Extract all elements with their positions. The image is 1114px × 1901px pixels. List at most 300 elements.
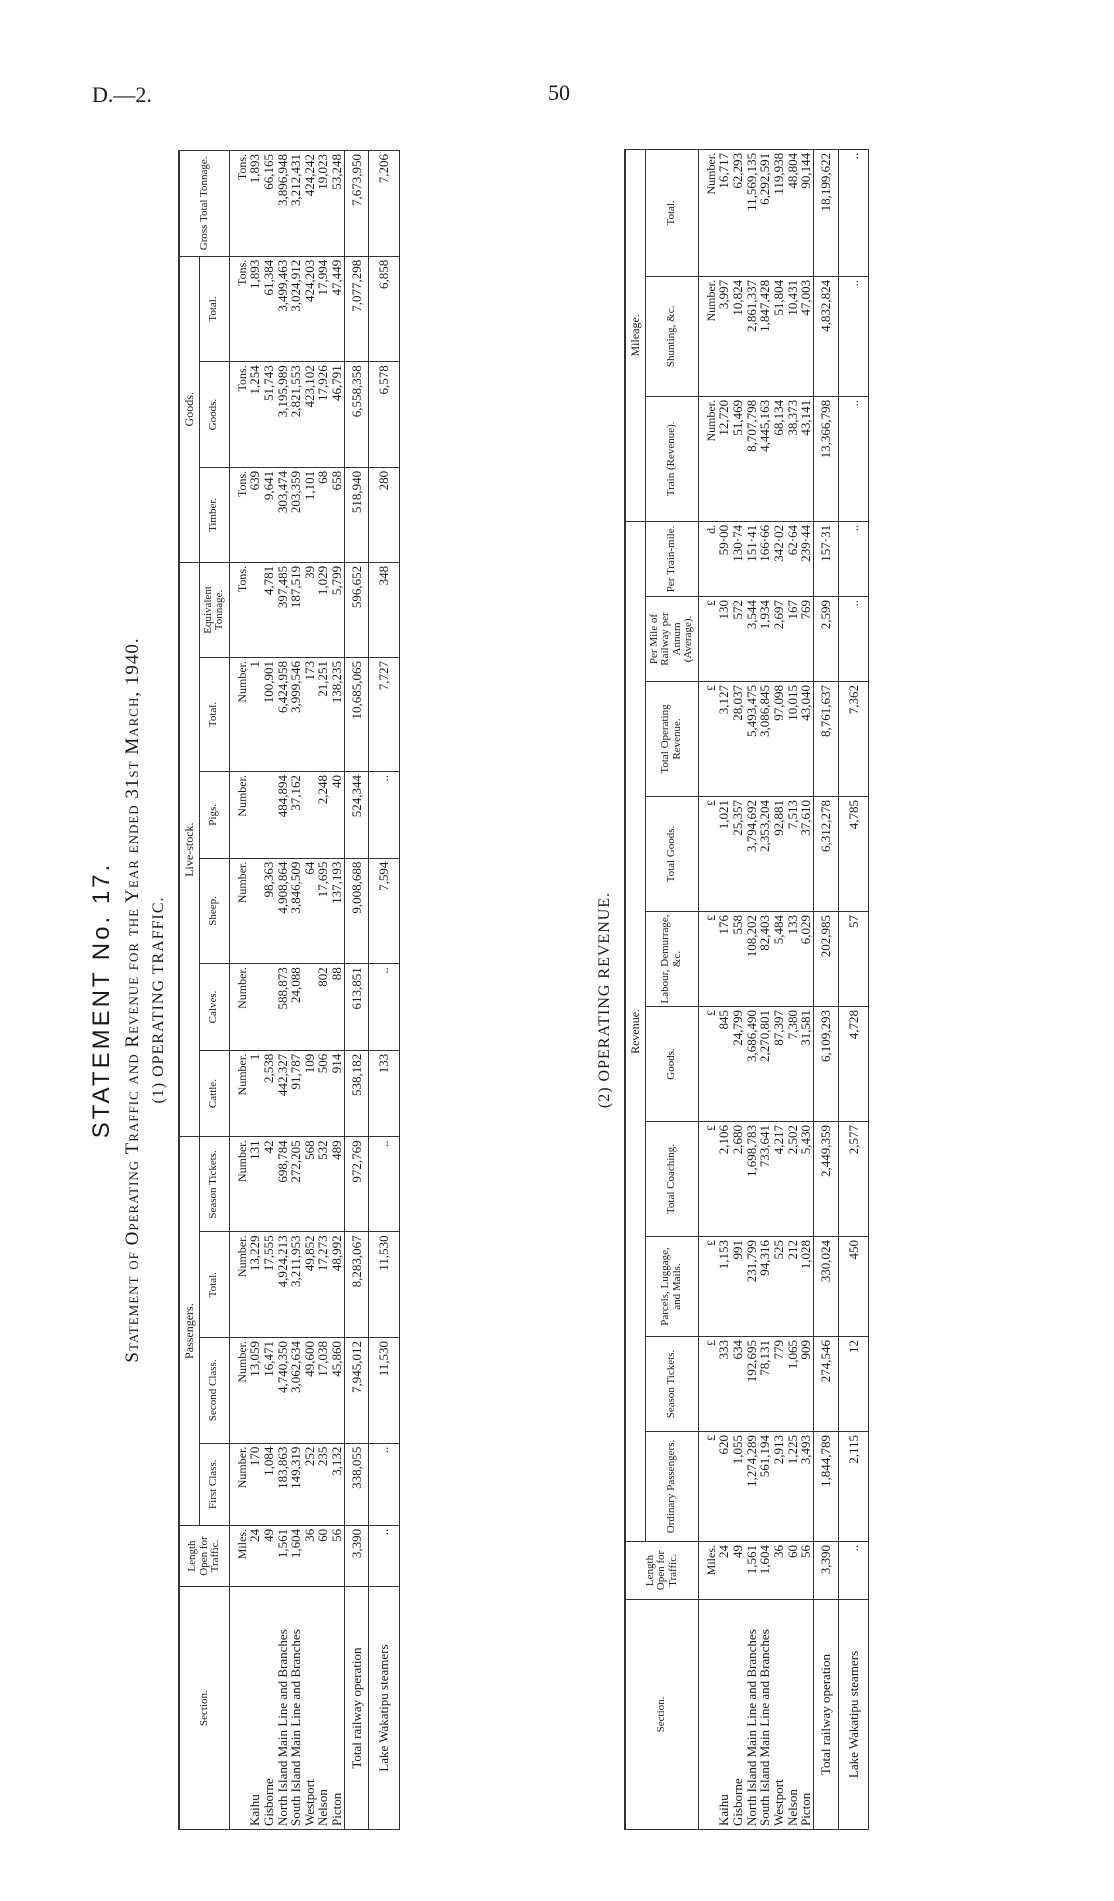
value-cell: 397,485	[276, 562, 290, 657]
value-cell: 7,727	[369, 658, 400, 772]
value-cell: 2,106	[717, 1122, 731, 1237]
table-row	[717, 149, 731, 1829]
value-cell: 4,908,864	[276, 858, 290, 964]
table-row	[731, 149, 745, 1829]
value-cell: 348	[369, 562, 400, 657]
units-row	[698, 149, 717, 1829]
value-cell: 9,008,688	[344, 858, 369, 964]
value-cell: 342·02	[772, 521, 786, 596]
value-cell: 330,024	[813, 1237, 838, 1337]
value-cell: 7,362	[838, 682, 869, 797]
value-cell: 231,799	[745, 1237, 759, 1337]
value-cell: 2,680	[731, 1122, 745, 1237]
section-cell: Kaihu	[248, 1587, 262, 1830]
section-cell: Nelson	[316, 1587, 330, 1830]
value-cell: ..	[838, 276, 869, 396]
value-cell: 1,604	[289, 1525, 303, 1586]
value-cell: 10,824	[731, 276, 745, 396]
col-pigs: Pigs.	[199, 772, 229, 859]
value-cell: 10,685,065	[344, 658, 369, 772]
value-cell	[248, 964, 262, 1051]
value-cell: 272,205	[289, 1137, 303, 1232]
col-gross-tonnage: Gross Total Tonnage.	[179, 151, 229, 257]
value-cell: 252	[303, 1443, 317, 1525]
section-cell: Westport	[772, 1600, 786, 1830]
value-cell: 7,594	[369, 858, 400, 964]
value-cell	[262, 964, 276, 1051]
value-cell: 167	[786, 597, 800, 682]
value-cell: 130	[717, 597, 731, 682]
value-cell: 133	[786, 912, 800, 1007]
value-cell: 1,698,783	[745, 1122, 759, 1237]
value-cell: 3,062,634	[289, 1338, 303, 1444]
value-cell: 5,799	[330, 562, 344, 657]
value-cell: 61,384	[262, 256, 276, 362]
total-row	[344, 151, 369, 1830]
value-cell: 170	[248, 1443, 262, 1525]
value-cell: Number.	[229, 658, 248, 772]
value-cell: 3,212,431	[289, 151, 303, 257]
value-cell: 2,577	[838, 1122, 869, 1237]
section-cell: Lake Wakatipu steamers	[838, 1600, 869, 1830]
value-cell: 6,312,278	[813, 797, 838, 912]
value-cell: 6,424,958	[276, 658, 290, 772]
value-cell: 303,474	[276, 467, 290, 562]
value-cell: £	[698, 912, 717, 1007]
value-cell: 1,274,289	[745, 1432, 759, 1542]
value-cell: 733,641	[758, 1122, 772, 1237]
value-cell: 31,581	[799, 1007, 813, 1122]
value-cell: 2,115	[838, 1432, 869, 1542]
value-cell: 56	[799, 1542, 813, 1600]
value-cell: 6,858	[369, 256, 400, 362]
value-cell: 2,502	[786, 1122, 800, 1237]
value-cell: 769	[799, 597, 813, 682]
value-cell: 524,344	[344, 772, 369, 859]
section-cell	[229, 1587, 248, 1830]
value-cell: 192,695	[745, 1337, 759, 1432]
value-cell: 82,403	[758, 912, 772, 1007]
value-cell: ..	[369, 1443, 400, 1525]
value-cell: 108,202	[745, 912, 759, 1007]
value-cell: 4,832,824	[813, 276, 838, 396]
value-cell: £	[698, 597, 717, 682]
value-cell: ..	[369, 964, 400, 1051]
value-cell: 1,893	[248, 256, 262, 362]
value-cell: 59·00	[717, 521, 731, 596]
value-cell: 60	[316, 1525, 330, 1586]
value-cell: 2,697	[772, 597, 786, 682]
section-cell: Nelson	[786, 1600, 800, 1830]
value-cell: 57	[838, 912, 869, 1007]
value-cell: 17,555	[262, 1232, 276, 1338]
value-cell: 3,024,912	[289, 256, 303, 362]
value-cell: 658	[330, 467, 344, 562]
value-cell: Tons.	[229, 151, 248, 257]
value-cell: 98,363	[262, 858, 276, 964]
rotated-statement	[80, 130, 1060, 1870]
value-cell: 43,141	[799, 396, 813, 521]
page-number: 50	[548, 80, 570, 105]
value-cell: Number.	[229, 858, 248, 964]
col-ordinary-passengers: Ordinary Passengers.	[645, 1432, 698, 1542]
value-cell: ..	[838, 149, 869, 276]
value-cell: 2,821,553	[289, 362, 303, 468]
value-cell: 5,493,475	[745, 682, 759, 797]
value-cell: 19,023	[316, 151, 330, 257]
value-cell: 489	[330, 1137, 344, 1232]
value-cell: 157·31	[813, 521, 838, 596]
value-cell: Tons.	[229, 467, 248, 562]
value-cell: 10,431	[786, 276, 800, 396]
units-row	[229, 151, 248, 1830]
value-cell: Number.	[698, 396, 717, 521]
value-cell: 3,896,948	[276, 151, 290, 257]
value-cell: 450	[838, 1237, 869, 1337]
value-cell: Tons.	[229, 562, 248, 657]
value-cell: 8,283,067	[344, 1232, 369, 1338]
value-cell: 4,781	[262, 562, 276, 657]
value-cell: 235	[316, 1443, 330, 1525]
value-cell: 9,641	[262, 467, 276, 562]
section-cell: Total railway operation	[813, 1600, 838, 1830]
value-cell: 8,761,637	[813, 682, 838, 797]
value-cell: 1,254	[248, 362, 262, 468]
col-mileage-total: Total.	[645, 149, 698, 276]
col-total-revenue: Total Operating Revenue.	[645, 682, 698, 797]
value-cell: 1,847,428	[758, 276, 772, 396]
total-row	[813, 149, 838, 1829]
value-cell: ..	[369, 1525, 400, 1586]
operating-traffic-table	[178, 150, 400, 1830]
value-cell: 991	[731, 1237, 745, 1337]
value-cell: Number.	[698, 149, 717, 276]
value-cell: 2,913	[772, 1432, 786, 1542]
value-cell: 909	[799, 1337, 813, 1432]
value-cell: 11,569,135	[745, 149, 759, 276]
value-cell: 13,229	[248, 1232, 262, 1338]
value-cell: 36	[772, 1542, 786, 1600]
col-train-revenue: Train (Revenue).	[645, 396, 698, 521]
value-cell: 1,225	[786, 1432, 800, 1542]
value-cell: 176	[717, 912, 731, 1007]
value-cell: 1,153	[717, 1237, 731, 1337]
value-cell: Number.	[229, 1443, 248, 1525]
value-cell: Miles.	[698, 1542, 717, 1600]
col-sheep: Sheep.	[199, 858, 229, 964]
value-cell: 187,519	[289, 562, 303, 657]
value-cell: 37,162	[289, 772, 303, 859]
value-cell: 7,945,012	[344, 1338, 369, 1444]
value-cell: £	[698, 1237, 717, 1337]
value-cell: 11,530	[369, 1338, 400, 1444]
value-cell: d.	[698, 521, 717, 596]
table-row	[758, 149, 772, 1829]
value-cell: 66,165	[262, 151, 276, 257]
value-cell: 42	[262, 1137, 276, 1232]
value-cell	[303, 964, 317, 1051]
section-cell: Picton	[330, 1587, 344, 1830]
value-cell: 7,380	[786, 1007, 800, 1122]
section-cell: South Island Main Line and Branches	[289, 1587, 303, 1830]
value-cell: 333	[717, 1337, 731, 1432]
value-cell: 1	[248, 658, 262, 772]
traffic-table-body	[229, 151, 399, 1830]
value-cell: 1,021	[717, 797, 731, 912]
value-cell: 7,206	[369, 151, 400, 257]
value-cell: 2,861,337	[745, 276, 759, 396]
value-cell: 18,199,622	[813, 149, 838, 276]
col-labour: Labour, Demurrage, &c.	[645, 912, 698, 1007]
value-cell: 3,390	[344, 1525, 369, 1586]
value-cell	[303, 772, 317, 859]
value-cell: £	[698, 797, 717, 912]
value-cell: 2,449,359	[813, 1122, 838, 1237]
col-length: Length Open for Traffic.	[179, 1525, 229, 1586]
value-cell: 133	[369, 1050, 400, 1137]
value-cell: 6,029	[799, 912, 813, 1007]
table-row	[316, 151, 330, 1830]
value-cell: 1	[248, 1050, 262, 1137]
value-cell: 561,194	[758, 1432, 772, 1542]
value-cell: 12	[838, 1337, 869, 1432]
value-cell: 131	[248, 1137, 262, 1232]
value-cell: 4,785	[838, 797, 869, 912]
value-cell: 338,055	[344, 1443, 369, 1525]
col-goods-total: Total.	[199, 256, 229, 362]
operating-revenue-table	[624, 149, 869, 1830]
value-cell: 3,686,490	[745, 1007, 759, 1122]
value-cell: 92,881	[772, 797, 786, 912]
section-title-traffic: (1) OPERATING TRAFFIC.	[150, 896, 167, 1104]
value-cell: 3,132	[330, 1443, 344, 1525]
value-cell: 596,652	[344, 562, 369, 657]
value-cell: 24,088	[289, 964, 303, 1051]
value-cell: 25,357	[731, 797, 745, 912]
value-cell: 51,743	[262, 362, 276, 468]
value-cell: 588,873	[276, 964, 290, 1051]
value-cell: 91,787	[289, 1050, 303, 1137]
col-calves: Calves.	[199, 964, 229, 1051]
value-cell: 60	[786, 1542, 800, 1600]
value-cell: £	[698, 1122, 717, 1237]
table-row	[303, 151, 317, 1830]
value-cell: 572	[731, 597, 745, 682]
value-cell: 3,211,953	[289, 1232, 303, 1338]
value-cell: 3,997	[717, 276, 731, 396]
col-passenger-total: Total.	[199, 1232, 229, 1338]
value-cell: 6,292,591	[758, 149, 772, 276]
section-title-revenue: (2) OPERATING REVENUE.	[596, 891, 613, 1109]
value-cell: 119,938	[772, 149, 786, 276]
value-cell: 3,390	[813, 1542, 838, 1600]
value-cell: 239·44	[799, 521, 813, 596]
value-cell: 613,851	[344, 964, 369, 1051]
value-cell: 40	[330, 772, 344, 859]
value-cell: 1,561	[745, 1542, 759, 1600]
value-cell: 17,273	[316, 1232, 330, 1338]
value-cell: 8,707,798	[745, 396, 759, 521]
value-cell: 802	[316, 964, 330, 1051]
value-cell: 423,102	[303, 362, 317, 468]
col-section: Section.	[625, 1600, 698, 1830]
value-cell: Miles.	[229, 1525, 248, 1586]
value-cell: 620	[717, 1432, 731, 1542]
value-cell: 88	[330, 964, 344, 1051]
value-cell: 17,994	[316, 256, 330, 362]
value-cell: 7,673,950	[344, 151, 369, 257]
value-cell: 4,445,163	[758, 396, 772, 521]
section-cell: North Island Main Line and Branches	[276, 1587, 290, 1830]
value-cell: 558	[731, 912, 745, 1007]
value-cell: 49	[731, 1542, 745, 1600]
value-cell: 3,195,989	[276, 362, 290, 468]
value-cell: 109	[303, 1050, 317, 1137]
value-cell: 68	[316, 467, 330, 562]
value-cell: 7,513	[786, 797, 800, 912]
value-cell: 64	[303, 858, 317, 964]
col-per-mile: Per Mile of Railway per Annum (Average).	[645, 597, 698, 682]
group-passengers: Passengers.	[179, 1137, 199, 1526]
section-cell: Gisborne	[731, 1600, 745, 1830]
value-cell: Tons.	[229, 256, 248, 362]
value-cell: 424,203	[303, 256, 317, 362]
value-cell: ..	[369, 772, 400, 859]
col-cattle: Cattle.	[199, 1050, 229, 1137]
value-cell: Number.	[229, 1137, 248, 1232]
table-row	[772, 149, 786, 1829]
value-cell: 10,015	[786, 682, 800, 797]
value-cell: 13,059	[248, 1338, 262, 1444]
section-cell: Lake Wakatipu steamers	[369, 1587, 400, 1830]
value-cell: 1,934	[758, 597, 772, 682]
section-cell: South Island Main Line and Branches	[758, 1600, 772, 1830]
value-cell: 203,359	[289, 467, 303, 562]
value-cell: 3,086,845	[758, 682, 772, 797]
col-first-class: First Class.	[199, 1443, 229, 1525]
value-cell: 1,055	[731, 1432, 745, 1542]
value-cell: 506	[316, 1050, 330, 1137]
value-cell: 518,940	[344, 467, 369, 562]
value-cell: Number.	[229, 1232, 248, 1338]
value-cell: 17,695	[316, 858, 330, 964]
value-cell: 166·66	[758, 521, 772, 596]
group-livestock: Live-stock.	[179, 562, 199, 1136]
value-cell: ..	[838, 521, 869, 596]
table-row	[745, 149, 759, 1829]
section-cell: Total railway operation	[344, 1587, 369, 1830]
value-cell: 48,992	[330, 1232, 344, 1338]
value-cell: Tons.	[229, 362, 248, 468]
value-cell: 46,791	[330, 362, 344, 468]
value-cell: 3,127	[717, 682, 731, 797]
value-cell: £	[698, 1337, 717, 1432]
value-cell: ..	[369, 1137, 400, 1232]
value-cell: 11,530	[369, 1232, 400, 1338]
value-cell: 4,728	[838, 1007, 869, 1122]
value-cell: 12,720	[717, 396, 731, 521]
value-cell: 1,893	[248, 151, 262, 257]
col-length: Length Open for Traffic.	[625, 1542, 698, 1600]
value-cell: 37,610	[799, 797, 813, 912]
col-second-class: Second Class.	[199, 1338, 229, 1444]
value-cell: 38,373	[786, 396, 800, 521]
col-total-coaching: Total Coaching.	[645, 1122, 698, 1237]
col-timber: Timber.	[199, 467, 229, 562]
value-cell: Number.	[229, 1050, 248, 1137]
value-cell: 39	[303, 562, 317, 657]
lake-wakatipu-row	[369, 151, 400, 1830]
table-row	[330, 151, 344, 1830]
value-cell: 6,109,293	[813, 1007, 838, 1122]
value-cell: 51,469	[731, 396, 745, 521]
value-cell: 16,717	[717, 149, 731, 276]
group-goods: Goods.	[179, 256, 199, 562]
value-cell: 48,804	[786, 149, 800, 276]
value-cell: 2,248	[316, 772, 330, 859]
revenue-table-body	[698, 149, 868, 1829]
table-row	[786, 149, 800, 1829]
col-shunting: Shunting, &c.	[645, 276, 698, 396]
col-goods: Goods.	[645, 1007, 698, 1122]
value-cell: 1,844,789	[813, 1432, 838, 1542]
value-cell: 424,242	[303, 151, 317, 257]
value-cell	[248, 562, 262, 657]
value-cell: £	[698, 1432, 717, 1542]
section-cell: Westport	[303, 1587, 317, 1830]
document-code: D.—2.	[92, 82, 152, 107]
value-cell: 24	[717, 1542, 731, 1600]
value-cell: 1,101	[303, 467, 317, 562]
value-cell: Number.	[229, 964, 248, 1051]
value-cell: 274,546	[813, 1337, 838, 1432]
statement-title: STATEMENT No. 17.	[88, 861, 115, 1139]
value-cell: 2,599	[813, 597, 838, 682]
value-cell	[248, 772, 262, 859]
value-cell: 78,131	[758, 1337, 772, 1432]
value-cell: 3,493	[799, 1432, 813, 1542]
value-cell: 568	[303, 1137, 317, 1232]
value-cell: 442,327	[276, 1050, 290, 1137]
value-cell: 97,098	[772, 682, 786, 797]
value-cell: 5,430	[799, 1122, 813, 1237]
value-cell: 137,193	[330, 858, 344, 964]
value-cell	[248, 858, 262, 964]
value-cell: 538,182	[344, 1050, 369, 1137]
value-cell: 53,248	[330, 151, 344, 257]
value-cell: 24,799	[731, 1007, 745, 1122]
value-cell: 634	[731, 1337, 745, 1432]
section-cell	[698, 1600, 717, 1830]
value-cell: 24	[248, 1525, 262, 1586]
table-row	[276, 151, 290, 1830]
value-cell: 62,293	[731, 149, 745, 276]
value-cell: 2,353,204	[758, 797, 772, 912]
value-cell: 94,316	[758, 1237, 772, 1337]
col-goods: Goods.	[199, 362, 229, 468]
value-cell: 49	[262, 1525, 276, 1586]
value-cell: £	[698, 682, 717, 797]
table-row	[289, 151, 303, 1830]
value-cell: 56	[330, 1525, 344, 1586]
value-cell: 4,924,213	[276, 1232, 290, 1338]
value-cell: 7,077,298	[344, 256, 369, 362]
value-cell: 62·64	[786, 521, 800, 596]
value-cell: 87,397	[772, 1007, 786, 1122]
value-cell: 49,600	[303, 1338, 317, 1444]
table-row	[262, 151, 276, 1830]
section-cell: North Island Main Line and Branches	[745, 1600, 759, 1830]
